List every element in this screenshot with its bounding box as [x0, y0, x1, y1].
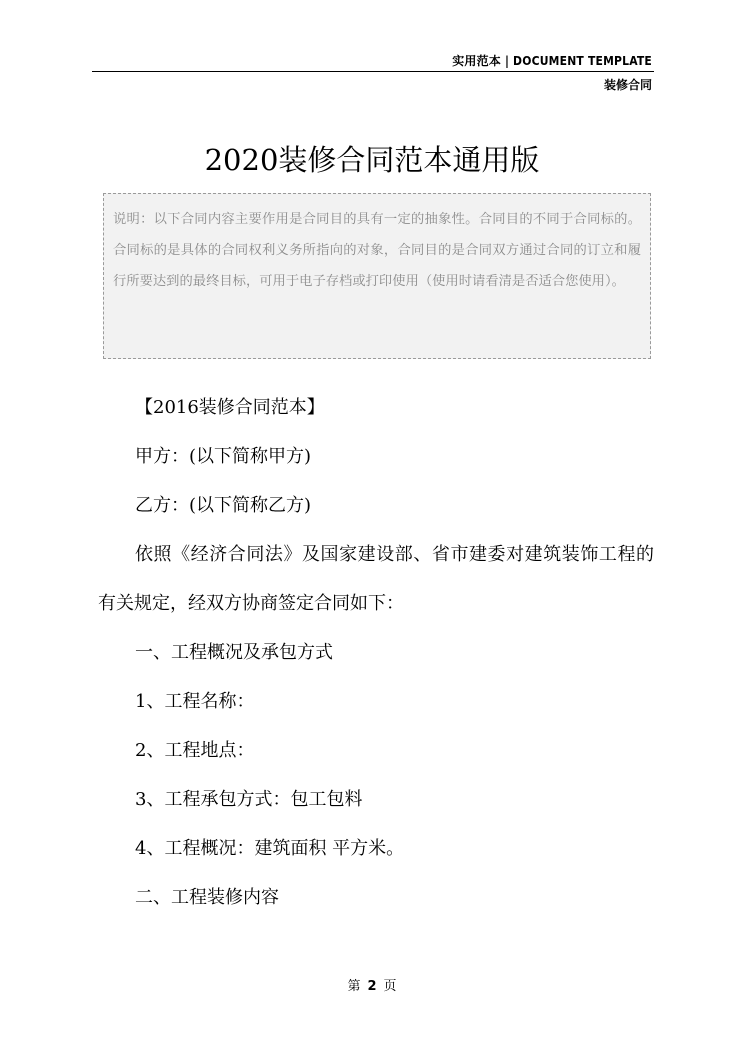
header-divider	[92, 71, 654, 72]
paragraph: 【2016装修合同范本】	[135, 397, 325, 418]
paragraph: 一、工程概况及承包方式	[135, 642, 333, 663]
header-label: 实用范本 | DOCUMENT TEMPLATE	[452, 54, 652, 68]
paragraph: 1、工程名称：	[135, 691, 255, 712]
paragraph: 乙方：(以下简称乙方)	[135, 495, 312, 516]
document-body	[98, 383, 654, 922]
page-prefix: 第	[347, 979, 361, 994]
page-suffix: 页	[383, 979, 397, 994]
description-note: 说明：以下合同内容主要作用是合同目的具有一定的抽象性。合同目的不同于合同标的。合同标的是具体的合同权利义务所指向的对象，合同目的是合同双方通过合同的订立和履行所要达到的最终目标，可用于电子存档或打印使用（使用时请看清是否适合您使用）。	[103, 193, 651, 359]
paragraph: 3、工程承包方式：包工包料	[135, 789, 363, 810]
document-title: 2020装修合同范本通用版	[204, 143, 540, 177]
header-sub-label: 装修合同	[603, 78, 652, 92]
page-footer	[0, 975, 744, 994]
paragraph: 二、工程装修内容	[135, 887, 279, 908]
paragraph: 2、工程地点：	[135, 740, 255, 761]
page-number: 2	[367, 979, 377, 994]
paragraph: 4、工程概况：建筑面积 平方米。	[135, 838, 405, 859]
paragraph: 依照《经济合同法》及国家建设部、省市建委对建筑装饰工程的有关规定，经双方协商签定合同如下：	[98, 544, 654, 614]
paragraph: 甲方：(以下简称甲方)	[135, 446, 312, 467]
